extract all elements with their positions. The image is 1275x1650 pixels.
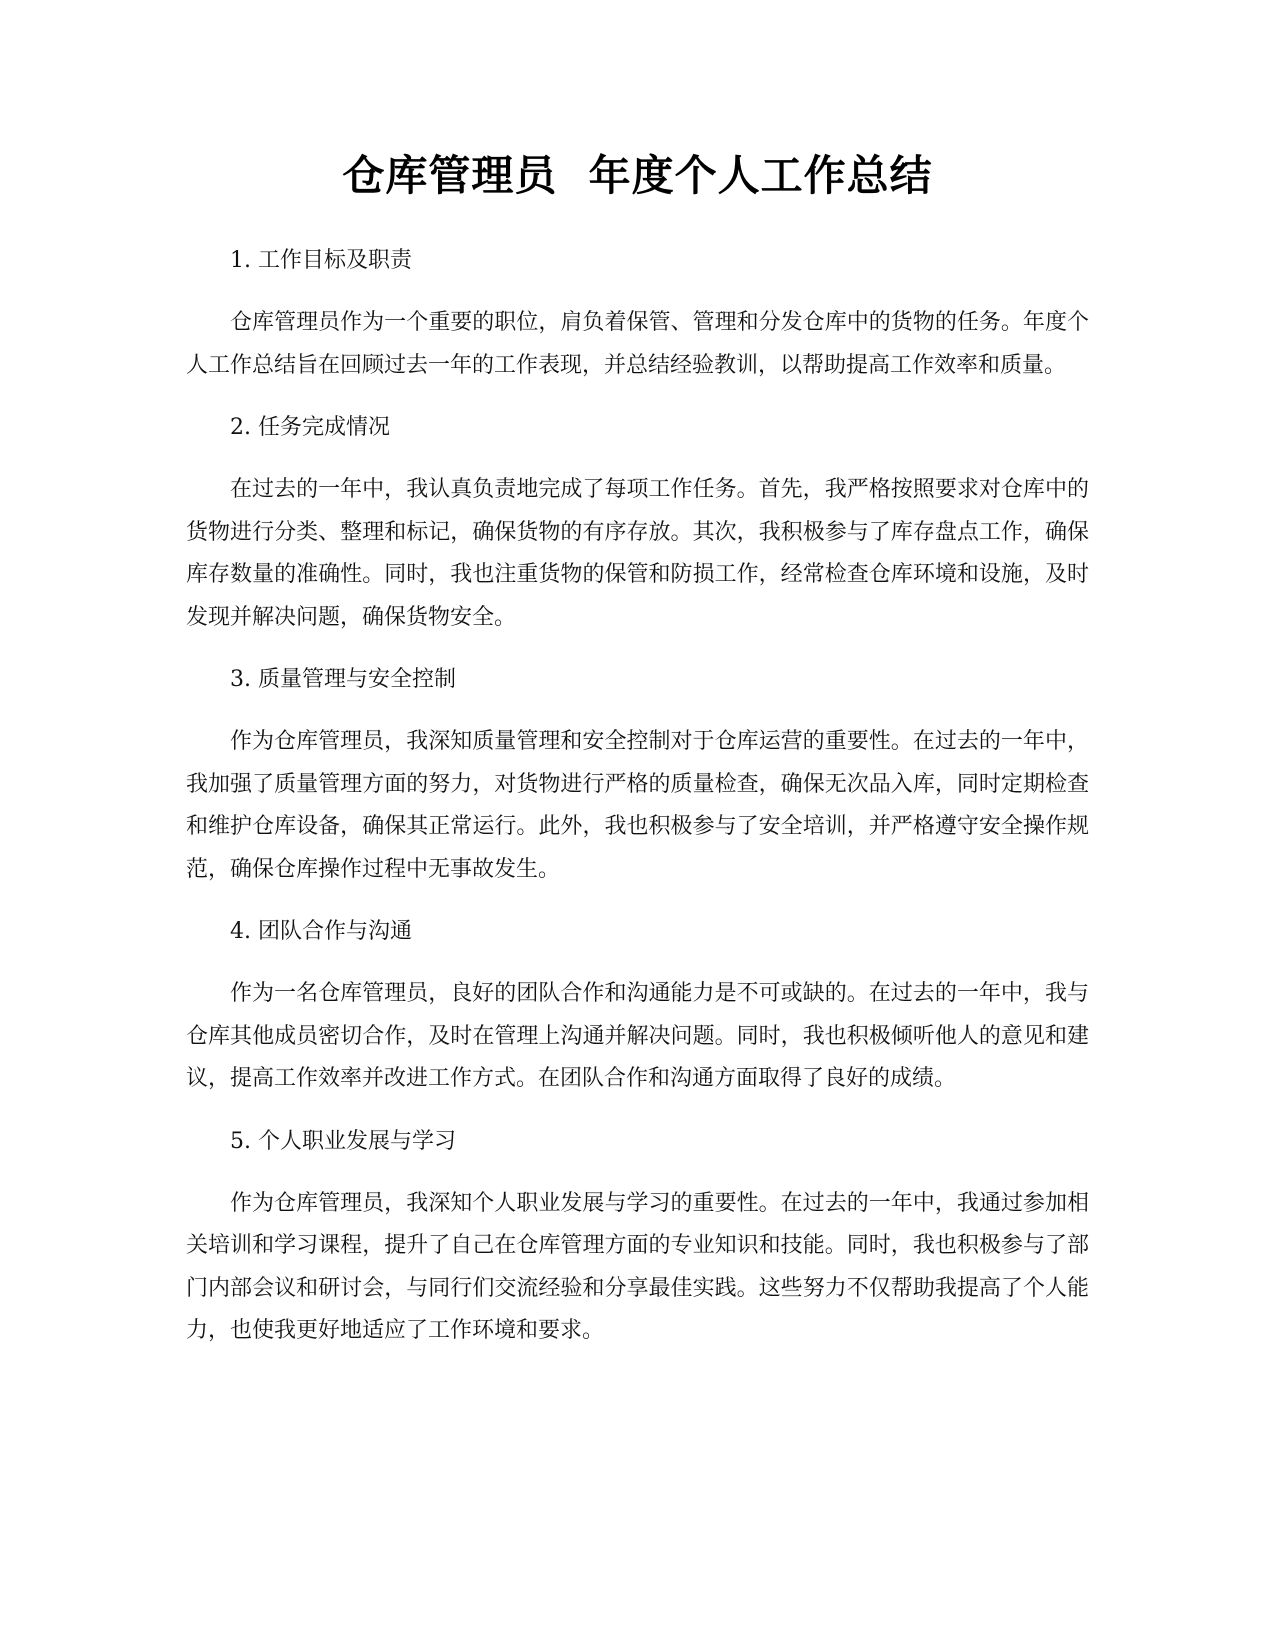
section-body-quality: 作为仓库管理员，我深知质量管理和安全控制对于仓库运营的重要性。在过去的一年中，我加强了质量管理方面的努力，对货物进行严格的质量检查，确保无次品入库，同时定期检查和维护仓库设备，确保其正常运行。此外，我也积极参与了安全培训，并严格遵守安全操作规范，确保仓库操作过程中无事故发生。	[186, 729, 1089, 882]
section-body-development: 作为仓库管理员，我深知个人职业发展与学习的重要性。在过去的一年中，我通过参加相关培训和学习课程，提升了自己在仓库管理方面的专业知识和技能。同时，我也积极参与了部门内部会议和研讨会，与同行们交流经验和分享最佳实践。这些努力不仅帮助我提高了个人能力，也使我更好地适应了工作环境和要求。	[186, 1190, 1089, 1343]
section-heading-tasks: 2. 任务完成情况	[230, 415, 390, 440]
section-body-tasks: 在过去的一年中，我认真负责地完成了每项工作任务。首先，我严格按照要求对仓库中的货物进行分类、整理和标记，确保货物的有序存放。其次，我积极参与了库存盘点工作，确保库存数量的准确性。同时，我也注重货物的保管和防损工作，经常检查仓库环境和设施，及时发现并解决问题，确保货物安全。	[186, 477, 1089, 630]
section-body-goals: 仓库管理员作为一个重要的职位，肩负着保管、管理和分发仓库中的货物的任务。年度个人工作总结旨在回顾过去一年的工作表现，并总结经验教训，以帮助提高工作效率和质量。	[186, 310, 1089, 378]
section-heading-quality: 3. 质量管理与安全控制	[230, 667, 456, 692]
section-heading-teamwork: 4. 团队合作与沟通	[230, 919, 412, 944]
section-body-teamwork: 作为一名仓库管理员，良好的团队合作和沟通能力是不可或缺的。在过去的一年中，我与仓库其他成员密切合作，及时在管理上沟通并解决问题。同时，我也积极倾听他人的意见和建议，提高工作效率并改进工作方式。在团队合作和沟通方面取得了良好的成绩。	[186, 981, 1089, 1091]
document-title: 仓库管理员 年度个人工作总结	[342, 151, 933, 200]
document-body	[186, 240, 1089, 1373]
section-heading-development: 5. 个人职业发展与学习	[230, 1128, 456, 1154]
section-heading-goals: 1. 工作目标及职责	[230, 248, 412, 273]
